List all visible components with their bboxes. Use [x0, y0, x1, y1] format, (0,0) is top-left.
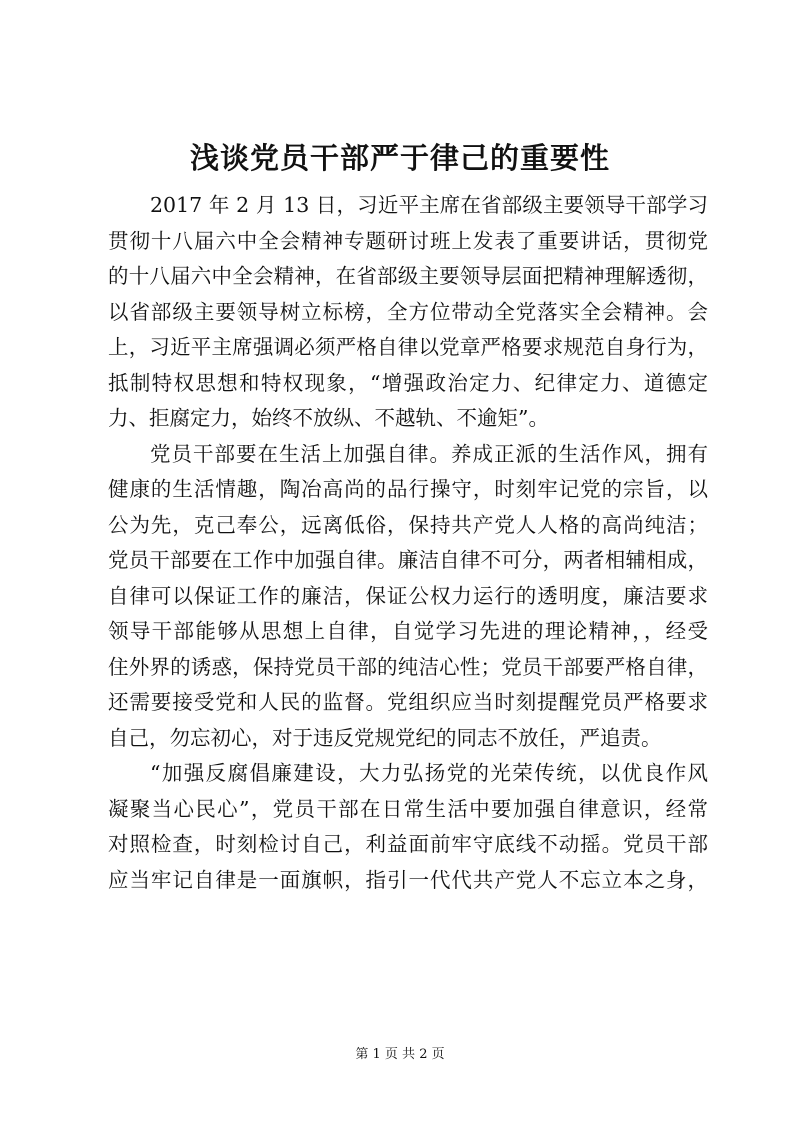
paragraph-line: 对照检查，时刻检讨自己，利益面前牢守底线不动摇。党员干部 — [108, 832, 708, 856]
paragraph-line: 应当牢记自律是一面旗帜，指引一代代共产党人不忘立本之身， — [108, 867, 708, 892]
paragraph-line: 住外界的诱惑，保持党员干部的纯洁心性；党员干部要严格自律， — [108, 654, 708, 679]
paragraph-line: 凝聚当心民心”，党员干部在日常生活中要加强自律意识，经常 — [108, 796, 708, 821]
paragraph-line: 自律可以保证工作的廉洁，保证公权力运行的透明度，廉洁要求 — [108, 583, 708, 608]
document-title: 浅谈党员干部严于律己的重要性 — [189, 141, 610, 175]
paragraph-line: “加强反腐倡廉建设，大力弘扬党的光荣传统，以优良作风 — [150, 761, 708, 785]
paragraph-line: 2017 年 2 月 13 日，习近平主席在省部级主要领导干部学习 — [150, 193, 708, 217]
paragraph-line: 贯彻十八届六中全会精神专题研讨班上发表了重要讲话，贯彻党 — [108, 228, 708, 253]
paragraph-line: 还需要接受党和人民的监督。党组织应当时刻提醒党员严格要求 — [108, 690, 708, 714]
paragraph-line: 健康的生活情趣，陶冶高尚的品行操守，时刻牢记党的宗旨，以 — [108, 477, 708, 501]
paragraph-line: 抵制特权思想和特权现象，“增强政治定力、纪律定力、道德定 — [108, 370, 708, 395]
paragraph-line: 党员干部要在工作中加强自律。廉洁自律不可分，两者相辅相成， — [108, 548, 708, 572]
paragraph-line: 自己，勿忘初心，对于违反党规党纪的同志不放任，严追责。 — [108, 725, 662, 750]
paragraph-line: 党员干部要在生活上加强自律。养成正派的生活作风，拥有 — [150, 441, 708, 466]
paragraph-line: 公为先，克己奉公，远离低俗，保持共产党人人格的高尚纯洁； — [108, 512, 708, 537]
paragraph-line: 领导干部能够从思想上自律，自觉学习先进的理论精神，，经受 — [108, 619, 708, 643]
page-footer: 第 1 页 共 2 页 — [355, 1047, 445, 1062]
document-body — [108, 188, 708, 898]
paragraph-line: 的十八届六中全会精神，在省部级主要领导层面把精神理解透彻， — [108, 264, 708, 288]
paragraph-line: 以省部级主要领导树立标榜，全方位带动全党落实全会精神。会 — [108, 299, 708, 324]
paragraph-line: 上，习近平主席强调必须严格自律以党章严格要求规范自身行为， — [108, 335, 708, 359]
paragraph-line: 力、拒腐定力，始终不放纵、不越轨、不逾矩”。 — [108, 406, 549, 430]
